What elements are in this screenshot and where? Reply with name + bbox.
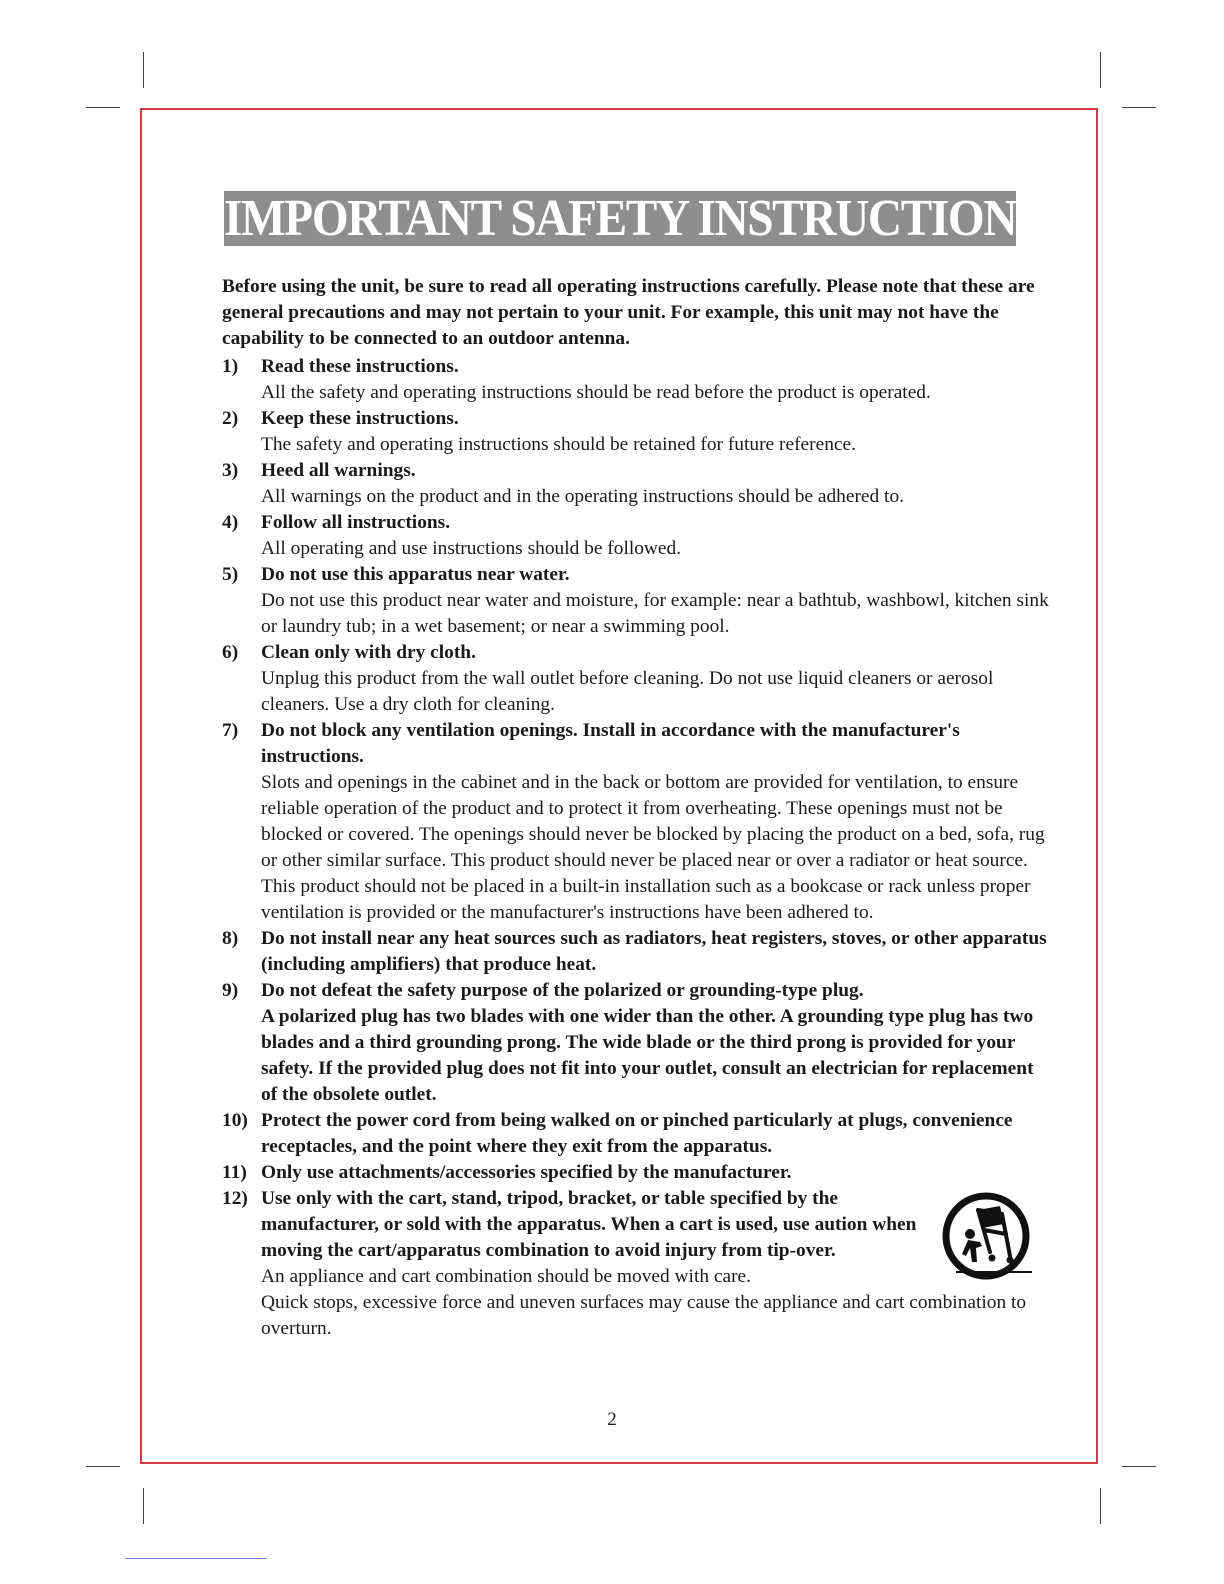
intro-paragraph: Before using the unit, be sure to read all operating instructions carefully. Please note that these are general precautions and may not pertain to your unit. For example, this unit may not have the capability to be connected to an outdoor antenna.: [222, 276, 1035, 349]
item-heading: Read these instructions.: [261, 356, 459, 377]
list-item: [222, 978, 1052, 1108]
item-number: 6): [222, 642, 239, 663]
list-item: [222, 406, 1052, 458]
item-description: All operating and use instructions should be followed.: [261, 538, 682, 559]
item-heading: Do not use this apparatus near water.: [261, 564, 570, 585]
item-heading: Do not install near any heat sources such as radiators, heat registers, stoves, or other apparatus (including amplifiers) that produce heat.: [261, 928, 1047, 975]
item-description: All the safety and operating instructions should be read before the product is operated.: [261, 382, 931, 403]
list-item: [222, 458, 1052, 510]
item-number: 1): [222, 356, 239, 377]
crop-mark: [143, 1488, 144, 1524]
underline-mark: [125, 1558, 267, 1559]
item-description: Do not use this product near water and moisture, for example: near a bathtub, washbowl, kitchen sink or laundry tub; in a wet basement; or near a swimming pool.: [261, 590, 1049, 637]
item-description: A polarized plug has two blades with one wider than the other. A grounding type plug has two blades and a third grounding prong. The wide blade or the third prong is provided for your safety. If the provided plug does not fit into your outlet, consult an electrician for replacement of the obsolete outlet.: [261, 1006, 1034, 1105]
item-number: 2): [222, 408, 239, 429]
crop-mark: [86, 1466, 120, 1467]
item-heading: Do not defeat the safety purpose of the polarized or grounding-type plug.: [261, 980, 864, 1001]
list-item: [222, 1160, 1052, 1186]
item-number: 12): [222, 1188, 248, 1209]
item-heading: Clean only with dry cloth.: [261, 642, 476, 663]
list-item: [222, 718, 1052, 926]
crop-mark: [86, 107, 120, 108]
crop-mark: [1122, 1466, 1156, 1467]
page-title: IMPORTANT SAFETY INSTRUCTION: [224, 190, 1017, 247]
list-item: [222, 562, 1052, 640]
item-heading: Follow all instructions.: [261, 512, 451, 533]
crop-mark: [143, 52, 144, 88]
item-description: An appliance and cart combination should be moved with care.: [261, 1266, 751, 1287]
list-item: [222, 640, 1052, 718]
item-number: 8): [222, 928, 239, 949]
item-heading: Use only with the cart, stand, tripod, bracket, or table specified by the manufacturer, or sold with the apparatus. When a cart is used, use aution when moving the cart/apparatus combination to avoid injury from tip-over.: [261, 1188, 917, 1261]
item-description: The safety and operating instructions should be retained for future reference.: [261, 434, 856, 455]
list-item: [222, 354, 1052, 406]
item-description: Quick stops, excessive force and uneven surfaces may cause the appliance and cart combination to overturn.: [261, 1292, 1027, 1339]
list-item: [222, 510, 1052, 562]
item-number: 9): [222, 980, 239, 1001]
item-description: Slots and openings in the cabinet and in the back or bottom are provided for ventilation, to ensure reliable operation of the product and to protect it from overheating. These openings must not be blocked or covered. The openings should never be blocked by placing the product on a bed, sofa, rug or other similar surface. This product should never be placed near or over a radiator or heat source. This product should not be placed in a built-in installation such as a bookcase or rack unless proper ventilation is provided or the manufacturer's instructions have been adhered to.: [261, 772, 1045, 923]
instructions-content: [222, 274, 1052, 1342]
cart-tipover-warning-icon: [942, 1190, 1036, 1284]
item-number: 7): [222, 720, 239, 741]
item-heading: Heed all warnings.: [261, 460, 416, 481]
page-number: 2: [607, 1409, 617, 1430]
crop-mark: [1100, 52, 1101, 88]
item-heading: Keep these instructions.: [261, 408, 459, 429]
item-number: 11): [222, 1162, 247, 1183]
crop-mark: [1100, 1488, 1101, 1524]
item-description: All warnings on the product and in the operating instructions should be adhered to.: [261, 486, 904, 507]
list-item: [222, 1108, 1052, 1160]
item-heading: Do not block any ventilation openings. Install in accordance with the manufacturer's instructions.: [261, 720, 960, 767]
crop-mark: [1122, 107, 1156, 108]
item-number: 4): [222, 512, 239, 533]
list-item: [222, 926, 1052, 978]
item-number: 5): [222, 564, 239, 585]
item-heading: Protect the power cord from being walked on or pinched particularly at plugs, convenience receptacles, and the point where they exit from the apparatus.: [261, 1110, 1013, 1157]
item-heading: Only use attachments/accessories specified by the manufacturer.: [261, 1162, 792, 1183]
item-description: Unplug this product from the wall outlet before cleaning. Do not use liquid cleaners or aerosol cleaners. Use a dry cloth for cleaning.: [261, 668, 994, 715]
item-number: 10): [222, 1110, 248, 1131]
item-number: 3): [222, 460, 239, 481]
list-item: [222, 1186, 1052, 1342]
